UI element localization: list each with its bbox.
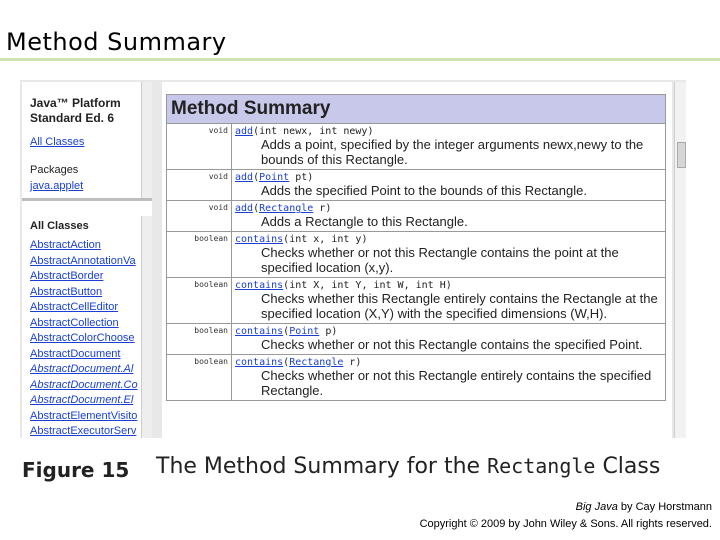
book-credit bbox=[576, 501, 712, 513]
class-link[interactable]: AbstractBorder bbox=[30, 270, 104, 282]
method-link[interactable]: add bbox=[235, 203, 254, 214]
method-cell bbox=[232, 278, 666, 324]
main-frame bbox=[162, 82, 672, 438]
method-signature bbox=[235, 280, 662, 291]
method-cell bbox=[232, 170, 666, 201]
figure-caption bbox=[156, 454, 660, 479]
method-description: Checks whether or not this Rectangle contains the point at the specified location (x,y). bbox=[261, 245, 619, 275]
all-classes-link[interactable]: All Classes bbox=[30, 136, 85, 148]
method-link[interactable]: contains bbox=[235, 326, 284, 337]
method-params: ( bbox=[283, 326, 290, 337]
packages-frame bbox=[22, 82, 152, 201]
method-link[interactable]: contains bbox=[235, 234, 284, 245]
class-link[interactable]: AbstractButton bbox=[30, 285, 103, 298]
method-summary-heading: Method Summary bbox=[167, 95, 666, 124]
package-link[interactable]: java.applet bbox=[30, 180, 84, 192]
method-cell bbox=[232, 324, 666, 355]
method-signature bbox=[235, 126, 662, 137]
method-params: (int X, int Y, int W, int H) bbox=[283, 280, 452, 291]
class-link[interactable]: AbstractDocument.Al bbox=[30, 363, 134, 375]
param-type-link[interactable]: Rectangle bbox=[289, 357, 344, 368]
packages-scrollbar[interactable] bbox=[141, 82, 152, 198]
method-modifier: void bbox=[167, 201, 232, 232]
class-link[interactable]: AbstractAction bbox=[30, 239, 101, 251]
class-link[interactable]: AbstractElementVisito bbox=[30, 409, 138, 422]
method-summary-table bbox=[166, 94, 666, 401]
param-type-link[interactable]: Rectangle bbox=[259, 203, 314, 214]
method-description: Adds the specified Point to the bounds of this Rectangle. bbox=[261, 183, 587, 198]
scrollbar-thumb[interactable] bbox=[677, 142, 686, 168]
caption-text: The Method Summary for the bbox=[156, 454, 488, 479]
method-link[interactable]: contains bbox=[235, 357, 284, 368]
method-params: ( bbox=[253, 172, 260, 183]
method-signature bbox=[235, 357, 662, 368]
method-modifier: boolean bbox=[167, 355, 232, 401]
method-link[interactable]: add bbox=[235, 172, 254, 183]
caption-code: Rectangle bbox=[487, 454, 596, 478]
class-link[interactable]: AbstractExecutorServ bbox=[30, 425, 137, 437]
platform-title: Java™ Platform Standard Ed. 6 bbox=[30, 96, 121, 125]
method-params: ( bbox=[283, 357, 290, 368]
title-divider bbox=[0, 58, 720, 61]
javadoc-screenshot bbox=[20, 80, 686, 438]
method-modifier: boolean bbox=[167, 232, 232, 278]
method-signature bbox=[235, 172, 662, 183]
method-row bbox=[167, 170, 666, 201]
figure-label: Figure 15 bbox=[22, 458, 130, 482]
book-title: Big Java bbox=[575, 501, 618, 513]
classes-frame bbox=[22, 216, 152, 438]
class-link[interactable]: AbstractDocument bbox=[30, 347, 121, 360]
class-link[interactable]: AbstractAnnotationVa bbox=[30, 254, 136, 267]
class-link[interactable]: AbstractDocument.Co bbox=[30, 378, 138, 391]
method-row bbox=[167, 324, 666, 355]
caption-suffix: Class bbox=[595, 454, 661, 479]
method-params-end: r) bbox=[343, 357, 362, 368]
method-params-end: r) bbox=[313, 203, 332, 214]
method-signature bbox=[235, 234, 662, 245]
method-params: (int newx, int newy) bbox=[253, 126, 374, 137]
method-description: Adds a Rectangle to this Rectangle. bbox=[261, 214, 468, 229]
classes-scrollbar[interactable] bbox=[141, 216, 152, 438]
method-description: Checks whether this Rectangle entirely contains the Rectangle at the specified location (X,Y) with the specified dimensions (W,H). bbox=[261, 291, 658, 321]
class-link[interactable]: AbstractCellEditor bbox=[30, 301, 119, 313]
method-modifier: void bbox=[167, 170, 232, 201]
method-description: Checks whether or not this Rectangle entirely contains the specified Rectangle. bbox=[261, 368, 652, 398]
method-row bbox=[167, 355, 666, 401]
method-link[interactable]: contains bbox=[235, 280, 284, 291]
method-cell bbox=[232, 124, 666, 170]
method-link[interactable]: add bbox=[235, 126, 254, 137]
class-link[interactable]: AbstractDocument.El bbox=[30, 394, 134, 406]
class-link[interactable]: AbstractCollection bbox=[30, 316, 119, 329]
slide-title: Method Summary bbox=[6, 28, 227, 56]
method-cell bbox=[232, 355, 666, 401]
param-type-link[interactable]: Point bbox=[259, 172, 290, 183]
method-row bbox=[167, 232, 666, 278]
method-cell bbox=[232, 232, 666, 278]
method-modifier: void bbox=[167, 124, 232, 170]
method-params: ( bbox=[253, 203, 260, 214]
left-frame bbox=[22, 82, 152, 436]
method-signature bbox=[235, 326, 662, 337]
copyright: Copyright © 2009 by John Wiley & Sons. All rights reserved. bbox=[419, 518, 712, 530]
method-row bbox=[167, 278, 666, 324]
author: by Cay Horstmann bbox=[617, 501, 712, 513]
main-scrollbar[interactable] bbox=[674, 82, 686, 438]
packages-heading: Packages bbox=[30, 164, 79, 176]
class-list bbox=[30, 238, 142, 438]
method-cell bbox=[232, 201, 666, 232]
classes-heading: All Classes bbox=[30, 220, 89, 232]
method-row bbox=[167, 201, 666, 232]
param-type-link[interactable]: Point bbox=[289, 326, 320, 337]
method-row bbox=[167, 124, 666, 170]
method-description: Checks whether or not this Rectangle contains the specified Point. bbox=[261, 337, 643, 352]
class-link[interactable]: AbstractColorChoose bbox=[30, 332, 135, 344]
method-params-end: pt) bbox=[289, 172, 314, 183]
method-params: (int x, int y) bbox=[283, 234, 368, 245]
method-modifier: boolean bbox=[167, 324, 232, 355]
method-description: Adds a point, specified by the integer arguments newx,newy to the bounds of this Rectangle. bbox=[261, 137, 644, 167]
method-signature bbox=[235, 203, 662, 214]
method-params-end: p) bbox=[319, 326, 338, 337]
method-modifier: boolean bbox=[167, 278, 232, 324]
